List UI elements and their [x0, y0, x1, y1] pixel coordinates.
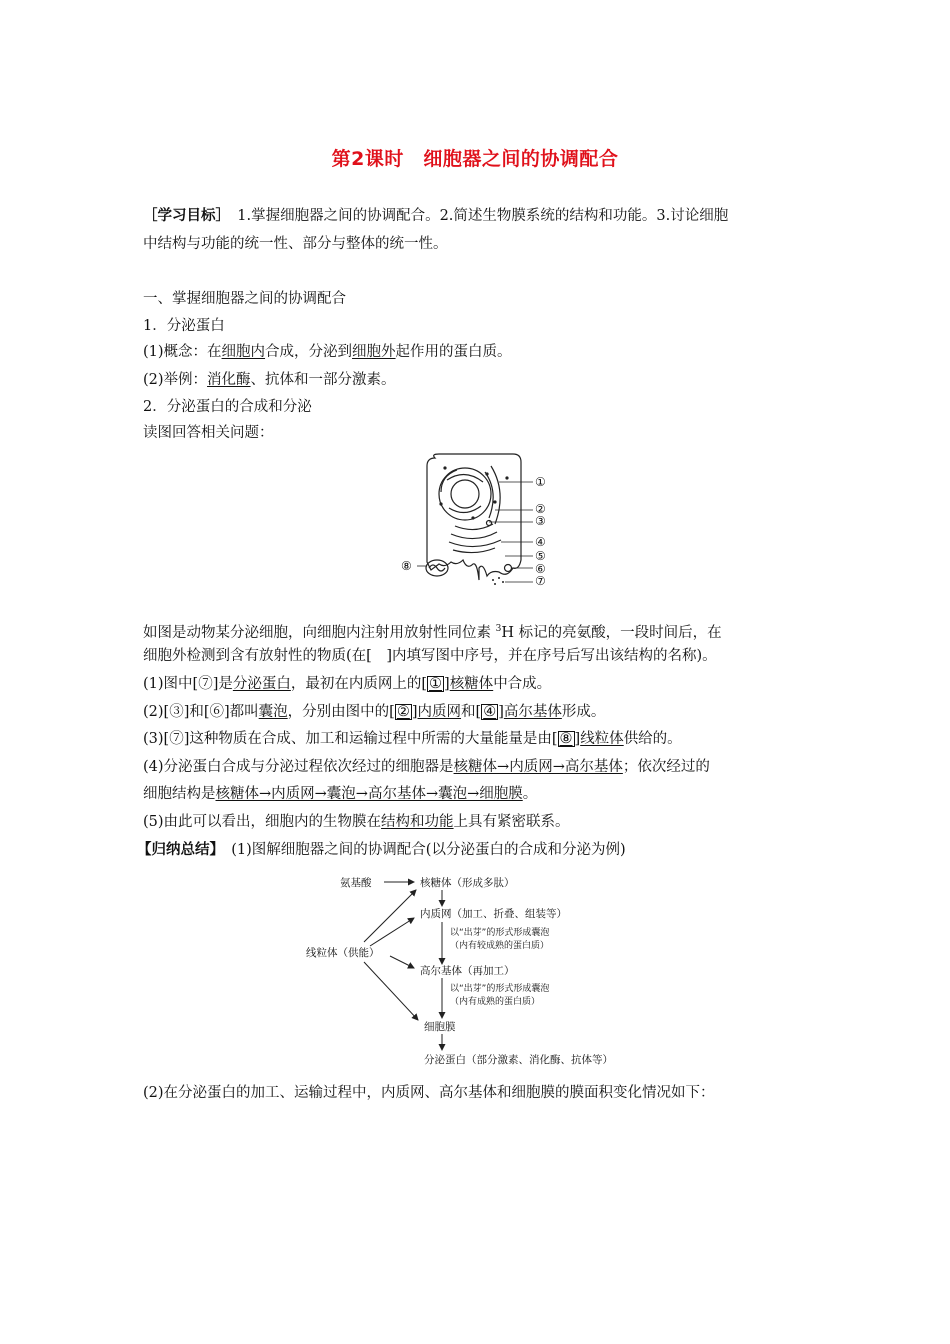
flow-golgi: 高尔基体（再加工） — [420, 965, 515, 977]
final-line: (2)在分泌蛋白的加工、运输过程中，内质网、高尔基体和细胞膜的膜面积变化情况如下： — [143, 1085, 715, 1101]
answer: 细胞外 — [352, 344, 396, 360]
answer: 内质网 — [417, 704, 462, 720]
intro-line-1 — [143, 619, 722, 643]
intro-line-2: 细胞外检测到含有放射性的物质(在[ ]内填写图中序号，并在序号后写出该结构的名称)。 — [143, 648, 717, 664]
flow-bud-2a: 以“出芽”的形式形成囊泡 — [450, 984, 550, 994]
flow-bud-1b: （内有较成熟的蛋白质） — [450, 941, 550, 951]
text-run: 合成，分泌到 — [265, 344, 353, 360]
flow-mitochondria: 线粒体（供能） — [306, 947, 380, 959]
text-run: ，最初在内质网上的[ — [290, 676, 428, 692]
text-run: (4)分泌蛋白合成与分泌过程依次经过的细胞器是 — [143, 759, 454, 775]
cell-label-8: ⑧ — [401, 559, 412, 573]
text-run: (3)[⑦]这种物质在合成、加工和运输过程中所需的大量能量是由[ — [143, 731, 558, 747]
text-run: (1)图中[⑦]是 — [143, 676, 233, 692]
objectives-line-1 — [143, 206, 728, 226]
text-run: ] — [574, 731, 581, 747]
cell-label-4: ④ — [535, 535, 546, 549]
text-run: (5)由此可以看出，细胞内的生物膜在 — [143, 814, 382, 830]
objectives-label: ［学习目标］ — [143, 208, 223, 224]
flow-bud-2b: （内有成熟的蛋白质） — [450, 997, 541, 1007]
answer-number: ① — [429, 676, 443, 692]
text-run: ，分别由图中的[ — [287, 704, 395, 720]
answer: 线粒体 — [580, 731, 624, 747]
question-4-line-1 — [143, 757, 710, 777]
question-4-line-2 — [143, 784, 537, 804]
text-run: H 标记的亮氨酸，一段时间后，在 — [501, 624, 722, 641]
answer: 细胞内 — [221, 344, 266, 360]
answer-number: ② — [396, 704, 410, 720]
text-run: 中合成。 — [493, 676, 552, 692]
answer: 分泌蛋白 — [232, 676, 291, 692]
answer: 核糖体→内质网→囊泡→高尔基体→囊泡→细胞膜 — [215, 786, 523, 802]
answer: 囊泡 — [258, 704, 288, 720]
answer: 消化酶 — [207, 372, 251, 388]
text-run: ] — [411, 704, 418, 720]
cell-label-3: ③ — [535, 514, 546, 528]
answer: 核糖体 — [449, 676, 494, 692]
cell-label-6: ⑥ — [535, 562, 546, 576]
cell-label-7: ⑦ — [535, 574, 546, 586]
text-run: (2)[③]和[⑥]都叫 — [143, 704, 259, 720]
text-run: 、抗体和一部分激素。 — [250, 372, 396, 388]
text-run: 形成。 — [561, 704, 606, 720]
text-run: 上具有紧密联系。 — [453, 814, 570, 830]
secretory-cell-diagram — [395, 452, 565, 586]
question-2 — [143, 702, 605, 722]
flow-amino-acid: 氨基酸 — [340, 877, 372, 889]
text-run: 细胞结构是 — [143, 786, 216, 802]
text-run: (1)图解细胞器之间的协调配合(以分泌蛋白的合成和分泌为例) — [216, 842, 626, 858]
text-run: 起作用的蛋白质。 — [395, 344, 512, 360]
flow-cell-membrane: 细胞膜 — [424, 1021, 456, 1033]
page-title: 第2课时 细胞器之间的协调配合 — [331, 148, 619, 170]
cell-label-1: ① — [535, 475, 546, 489]
flow-er: 内质网（加工、折叠、组装等） — [420, 908, 567, 920]
answer: 高尔基体 — [503, 704, 562, 720]
cell-label-5: ⑤ — [535, 549, 546, 563]
concept-line — [143, 342, 512, 362]
read-instruction: 读图回答相关问题： — [143, 425, 274, 441]
text-run: 。 — [522, 786, 538, 802]
text-run: 和[ — [461, 704, 482, 720]
cell-label-2: ② — [535, 502, 546, 516]
answer: 核糖体→内质网→高尔基体 — [453, 759, 623, 775]
objectives-text-2: 中结构与功能的统一性、部分与整体的统一性。 — [143, 236, 448, 252]
flow-secreted-protein: 分泌蛋白（部分激素、消化酶、抗体等） — [424, 1054, 613, 1066]
flow-ribosome: 核糖体（形成多肽） — [420, 877, 515, 889]
question-5 — [143, 812, 570, 832]
secretion-flow-diagram — [300, 866, 650, 1074]
answer-number: ④ — [483, 704, 497, 720]
text-run: ] — [498, 704, 504, 720]
text-run: (1)概念：在 — [143, 344, 222, 360]
summary-line — [137, 840, 626, 860]
text-run: 供给的。 — [623, 731, 682, 747]
question-1 — [143, 674, 551, 694]
item-1-heading: 1．分泌蛋白 — [143, 318, 225, 334]
text-run: (2)举例： — [143, 372, 208, 388]
question-3 — [143, 729, 682, 749]
answer-number: ⑧ — [559, 731, 573, 747]
superscript: 3 — [495, 624, 502, 634]
flow-bud-1a: 以“出芽”的形式形成囊泡 — [450, 928, 550, 938]
summary-label: 【归纳总结】 — [137, 842, 217, 858]
text-run: ] — [444, 676, 450, 692]
answer: 结构和功能 — [381, 814, 454, 830]
item-2-heading: 2．分泌蛋白的合成和分泌 — [143, 399, 312, 415]
example-line — [143, 370, 396, 390]
text-run: 如图是动物某分泌细胞，向细胞内注射用放射性同位素 — [143, 624, 496, 641]
objectives-text-1: 1.掌握细胞器之间的协调配合。2.简述生物膜系统的结构和功能。3.讨论细胞 — [222, 208, 729, 224]
text-run: ；依次经过的 — [622, 759, 710, 775]
section-heading: 一、掌握细胞器之间的协调配合 — [143, 291, 346, 307]
